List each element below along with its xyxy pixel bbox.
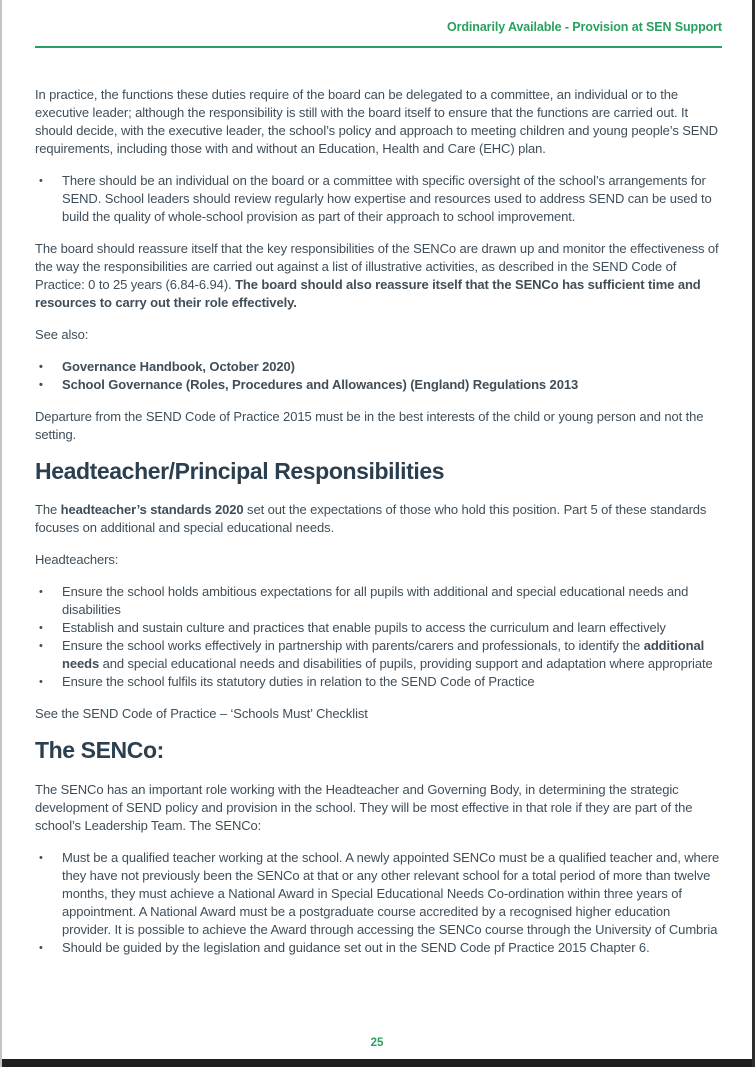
list-item bbox=[35, 172, 722, 226]
section-heading-senco: The SENCo: bbox=[35, 737, 164, 764]
list-item-text: Should be guided by the legislation and guidance set out in the SEND Code pf Practice 2015 Chapter 6. bbox=[62, 939, 650, 955]
headteacher-duties-list bbox=[35, 583, 722, 691]
list-item-text: and special educational needs and disabilities of pupils, providing support and adaptation where appropriate bbox=[99, 656, 713, 672]
paragraph-departure: Departure from the SEND Code of Practice 2015 must be in the best interests of the child or young person and not the setting. bbox=[35, 409, 704, 442]
paragraph-bold-text: The board should also reassure itself that the SENCo has sufficient time and resources to carry out their role effectively. bbox=[35, 277, 701, 310]
bullet-icon: • bbox=[39, 851, 43, 864]
list-item-text: Ensure the school fulfils its statutory duties in relation to the SEND Code of Practice bbox=[62, 674, 535, 690]
see-also-label: See also: bbox=[35, 327, 89, 342]
page-content bbox=[2, 0, 752, 957]
paragraph-senco-intro: The SENCo has an important role working with the Headteacher and Governing Body, in determining the strategic development of SEND policy and provision in the school. They will be most effective in that role if they are part of the school’s Leadership Team. The SENCo: bbox=[35, 781, 693, 833]
list-item bbox=[35, 583, 722, 619]
header-divider bbox=[35, 46, 722, 48]
bullet-icon: • bbox=[39, 586, 43, 599]
list-item bbox=[35, 849, 722, 939]
senco-requirements-list bbox=[35, 849, 722, 957]
section-heading-headteacher: Headteacher/Principal Responsibilities bbox=[35, 458, 445, 484]
page-header bbox=[35, 18, 722, 36]
list-item-text: There should be an individual on the board or a committee with specific oversight of the school’s arrangements for SEND. School leaders should review regularly how expertise and resources used to address SEND can be used to build the quality of whole-school provision as part of their approach to school improvement. bbox=[62, 173, 712, 224]
board-oversight-list bbox=[35, 172, 722, 226]
list-item bbox=[35, 358, 722, 376]
list-item-text: Establish and sustain culture and practices that enable pupils to access the curriculum and learn effectively bbox=[62, 620, 666, 636]
headteachers-label: Headteachers: bbox=[35, 552, 119, 568]
bullet-icon: • bbox=[39, 640, 43, 653]
bullet-icon: • bbox=[39, 361, 43, 373]
paragraph-headteacher-standards bbox=[35, 501, 722, 537]
paragraph-delegation: In practice, the functions these duties require of the board can be delegated to a committee, an individual or to the executive leader; although the responsibility is still with the board itself to ensure that the functions are carried out. It should decide, with the executive leader, the school’s policy and approach to meeting children and young people’s SEND requirements, including those with and without an Education, Health and Care (EHC) plan. bbox=[35, 87, 718, 156]
paragraph-text: set out the expectations of those who hold this position. Part 5 of these standards focuses on additional and special educational needs. bbox=[35, 502, 707, 536]
list-item bbox=[35, 376, 722, 394]
paragraph-text: The board should reassure itself that the key responsibilities of the SENCo are drawn up and monitor the effectiveness of the way the responsibilities are carried out against a list of illustrative activities, as described in the SEND Code of Practice: 0 to 25 years (6.84-6.94). bbox=[35, 241, 719, 292]
list-item-text: Governance Handbook, October 2020) bbox=[62, 359, 295, 374]
bullet-icon: • bbox=[39, 622, 43, 635]
bullet-icon: • bbox=[39, 676, 43, 689]
see-checklist-note: See the SEND Code of Practice – ‘Schools Must’ Checklist bbox=[35, 706, 368, 722]
list-item-text: Must be a qualified teacher working at the school. A newly appointed SENCo must be a qualified teacher and, where they have not previously been the SENCo at that or any other relevant school for a total period of more than twelve months, they must achieve a National Award in Special Educational Needs Co-ordination within three years of appointment. A National Award must be a postgraduate course accredited by a recognised higher education provider. It is possible to achieve the Award through accessing the SENCo course through the University of Cumbria bbox=[62, 849, 720, 937]
list-item-text: Ensure the school works effectively in partnership with parents/carers and professionals, to identify the bbox=[62, 638, 644, 654]
list-item bbox=[35, 619, 722, 637]
see-also-list bbox=[35, 358, 722, 394]
list-item-text: Ensure the school holds ambitious expectations for all pupils with additional and special educational needs and disabilities bbox=[62, 584, 689, 618]
page-header-title: Ordinarily Available - Provision at SEN Support bbox=[447, 20, 722, 34]
paragraph-bold-text: headteacher’s standards 2020 bbox=[60, 502, 244, 518]
page-number: 25 bbox=[370, 1037, 384, 1049]
paragraph-board-reassure bbox=[35, 240, 722, 312]
paragraph-text: The bbox=[35, 502, 61, 518]
list-item bbox=[35, 673, 722, 691]
bullet-icon: • bbox=[39, 379, 43, 391]
bullet-icon: • bbox=[39, 175, 43, 187]
list-item-bold-text: additional needs bbox=[62, 638, 705, 672]
page-footer bbox=[2, 1033, 752, 1051]
list-item bbox=[35, 637, 722, 673]
page-bottom-edge bbox=[2, 1059, 752, 1067]
bullet-icon: • bbox=[39, 941, 43, 954]
list-item bbox=[35, 939, 722, 957]
list-item-text: School Governance (Roles, Procedures and Allowances) (England) Regulations 2013 bbox=[62, 377, 579, 392]
